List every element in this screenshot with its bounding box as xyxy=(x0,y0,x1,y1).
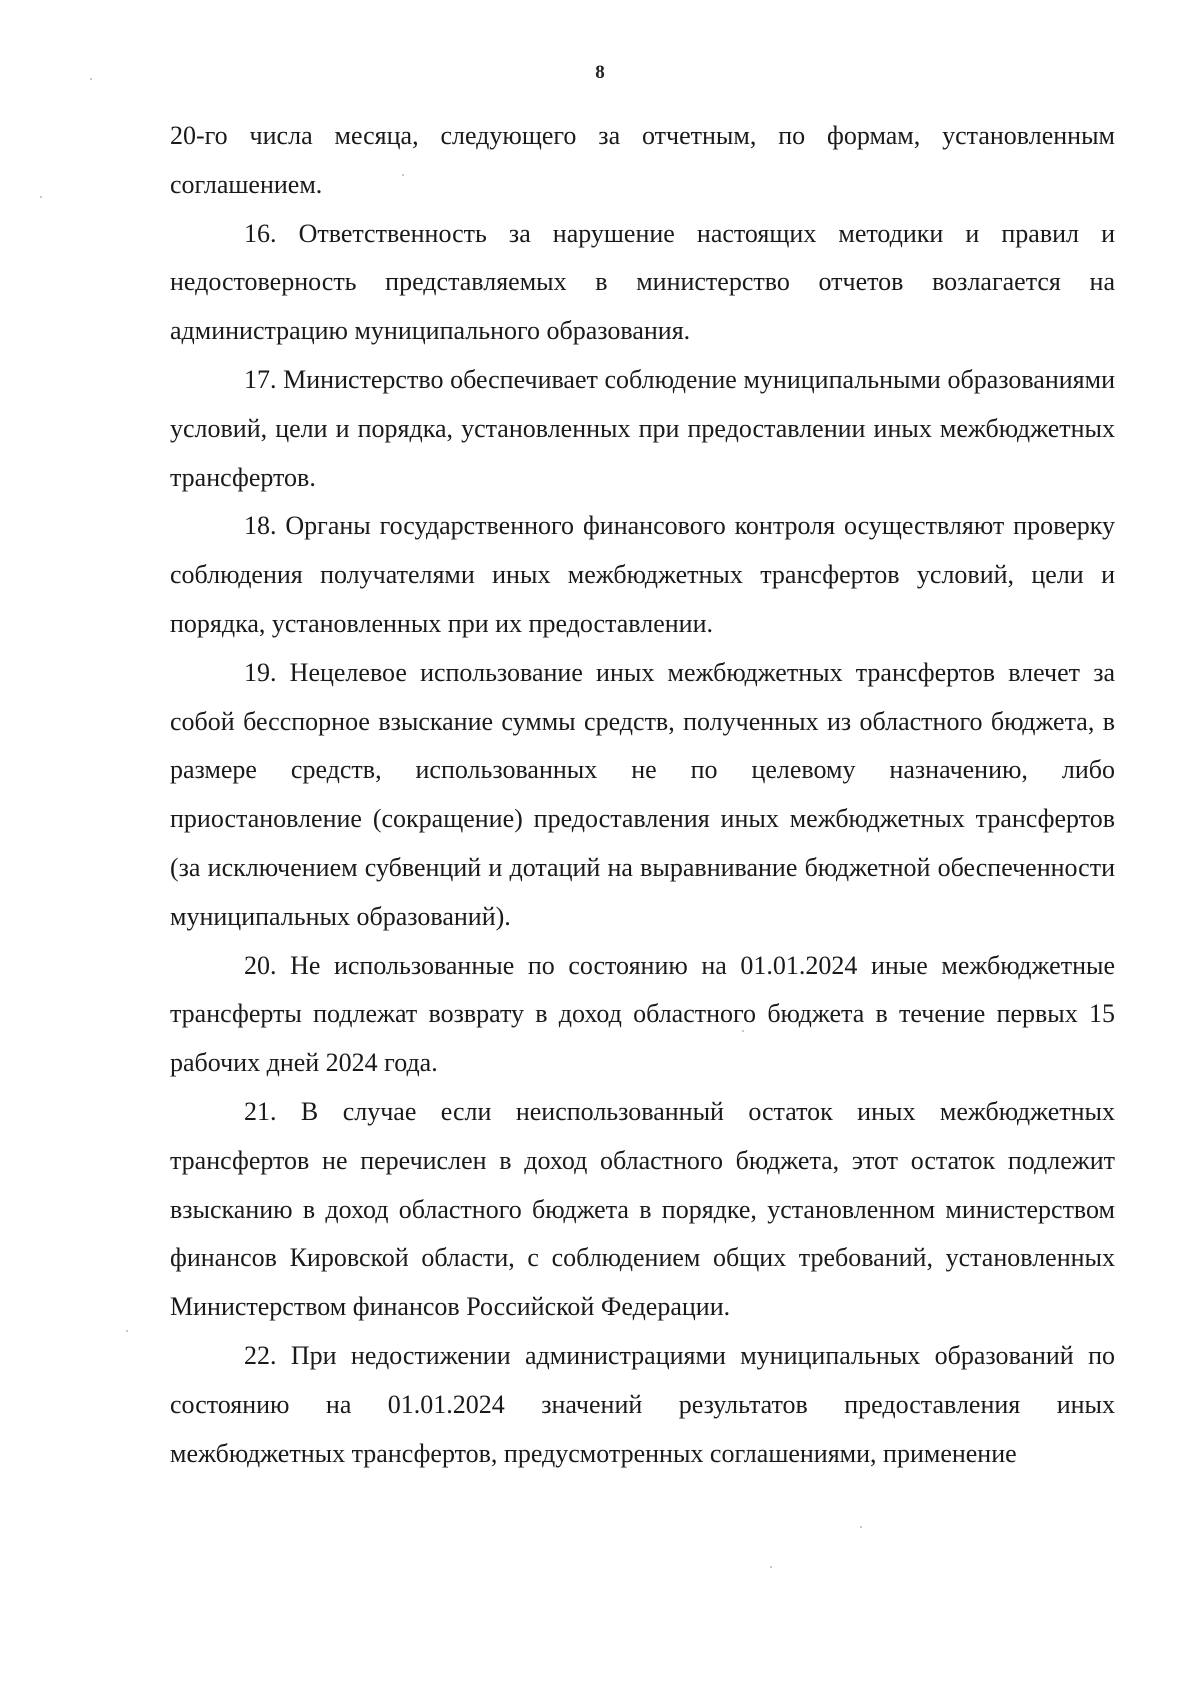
document-body xyxy=(170,112,1115,1478)
paragraph-continuation: 20-го числа месяца, следующего за отчетным, по формам, установленным соглашением. xyxy=(170,121,1115,199)
paragraph-17: 17. Министерство обеспечивает соблюдение муниципальными образованиями условий, цели и порядка, установленных при предоставлении иных межбюджетных трансфертов. xyxy=(170,364,1115,492)
paragraph-18: 18. Органы государственного финансового контроля осуществляют проверку соблюдения получателями иных межбюджетных трансфертов условий, цели и порядка, установленных при их предоставлении. xyxy=(170,511,1115,638)
scan-speck xyxy=(90,78,92,80)
page-number: 8 xyxy=(595,62,605,83)
paragraph-20: 20. Не использованные по состоянию на 01.01.2024 иные межбюджетные трансферты подлежат возврату в доход областного бюджета в течение первых 15 рабочих дней 2024 года. xyxy=(170,950,1115,1078)
scan-speck xyxy=(742,1030,744,1032)
scan-speck xyxy=(402,174,404,176)
scan-speck xyxy=(40,196,42,198)
scan-speck xyxy=(126,1330,128,1332)
paragraph-19: 19. Нецелевое использование иных межбюджетных трансфертов влечет за собой бесспорное взыскание суммы средств, полученных из областного бюджета, в размере средств, использованных не по целевому назначению, либо приостановление (сокращение) предоставления иных межбюджетных трансфертов (за исключением субвенций и дотаций на выравнивание бюджетной обеспеченности муниципальных образований). xyxy=(170,657,1115,931)
scan-speck xyxy=(770,1566,772,1568)
paragraph-16: 16. Ответственность за нарушение настоящих методики и правил и недостоверность представляемых в министерство отчетов возлагается на администрацию муниципального образования. xyxy=(170,218,1115,346)
paragraph-21: 21. В случае если неиспользованный остаток иных межбюджетных трансфертов не перечислен в доход областного бюджета, этот остаток подлежит взысканию в доход областного бюджета в порядке, установленном министерством финансов Кировской области, с соблюдением общих требований, установленных Министерством финансов Российской Федерации. xyxy=(170,1096,1115,1322)
paragraph-22: 22. При недостижении администрациями муниципальных образований по состоянию на 01.01.2024 значений результатов предоставления иных межбюджетных трансфертов, предусмотренных соглашениями, применение xyxy=(170,1340,1115,1468)
scan-speck xyxy=(860,1526,862,1528)
